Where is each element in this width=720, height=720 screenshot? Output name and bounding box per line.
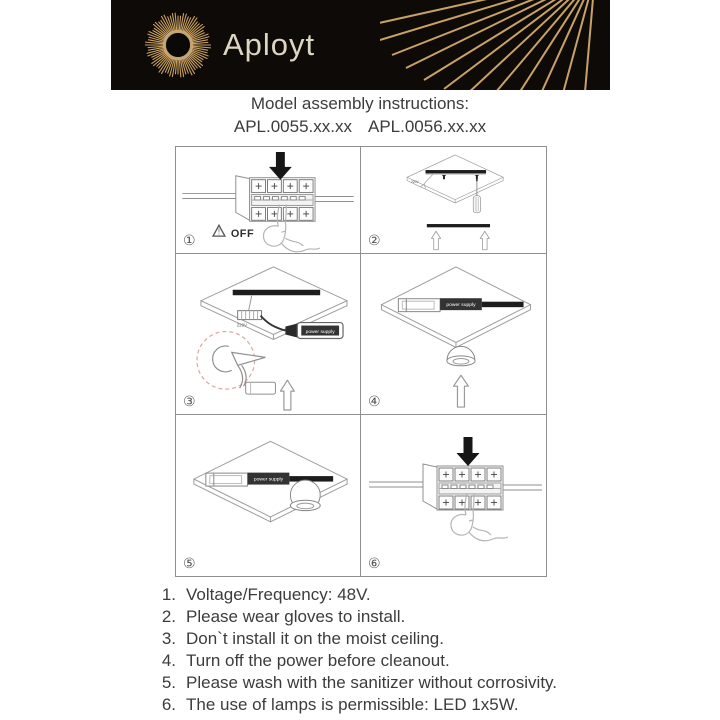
panel-step-6: [361, 415, 546, 576]
instruction-text: Don`t install it on the moist ceiling.: [186, 629, 444, 648]
panel-1-illustration: [176, 147, 360, 253]
voltage-label: 220V: [411, 180, 419, 185]
model-number-left: APL.0055.xx.xx: [233, 117, 352, 136]
panel-2-number: ②: [368, 233, 381, 249]
instruction-item: [150, 650, 620, 672]
panel-6-illustration: [361, 415, 546, 576]
instruction-number: 3.: [161, 629, 176, 648]
instruction-number: 1.: [161, 585, 176, 604]
panel-3-number: ③: [183, 394, 196, 410]
off-label: OFF: [230, 228, 255, 241]
power-supply-icon: [285, 323, 343, 339]
instruction-number: 2.: [161, 607, 176, 626]
power-supply-label: power supply: [253, 477, 284, 483]
panel-3-illustration: [176, 254, 360, 414]
up-arrow-icon: [431, 231, 440, 249]
lamp-icon: [447, 346, 475, 365]
panel-4-number: ④: [368, 394, 381, 410]
instruction-item: [150, 628, 620, 650]
up-arrow-icon: [280, 380, 294, 410]
mounting-bar-icon: [233, 290, 320, 295]
instruction-item: [150, 584, 620, 606]
panel-step-1: [176, 147, 361, 254]
instruction-text: Please wear gloves to install.: [186, 607, 406, 626]
mounting-bar-icon: [426, 170, 487, 173]
sunburst-logo-icon: [145, 12, 211, 78]
panel-step-3: [176, 254, 361, 415]
lamp-icon: [290, 480, 320, 511]
page-title: Model assembly instructions:: [250, 94, 470, 113]
track-bar-icon: [427, 224, 490, 227]
rays-decoration-icon: [380, 0, 610, 90]
up-arrow-icon: [480, 231, 489, 249]
panel-5-illustration: [176, 415, 360, 576]
brand-banner: [111, 0, 610, 90]
instruction-text: The use of lamps is permissible: LED 1x5W.: [186, 695, 519, 714]
model-numbers: [0, 117, 720, 137]
instructions-list: [150, 584, 620, 716]
ceiling-icon: [407, 155, 503, 200]
brand-name: Aployt: [223, 27, 316, 62]
instruction-item: [150, 606, 620, 628]
power-supply-label: power supply: [446, 303, 476, 309]
instruction-number: 6.: [161, 695, 176, 714]
power-supply-label: power supply: [305, 330, 335, 336]
press-down-arrow-icon: [269, 152, 292, 180]
instruction-item: [150, 694, 620, 716]
warning-exclamation: !: [217, 227, 221, 237]
voltage-label: 220V: [236, 322, 248, 328]
panel-5-number: ⑤: [183, 556, 196, 572]
panel-6-number: ⑥: [368, 556, 381, 572]
instruction-text: Turn off the power before cleanout.: [186, 651, 450, 670]
panel-2-illustration: [361, 147, 546, 253]
up-arrow-icon: [454, 375, 469, 407]
assembly-steps-grid: [175, 146, 547, 577]
panel-step-2: [361, 147, 546, 254]
instruction-text: Voltage/Frequency: 48V.: [186, 585, 371, 604]
instruction-item: [150, 672, 620, 694]
instruction-number: 5.: [161, 673, 176, 692]
instruction-number: 4.: [161, 651, 176, 670]
panel-1-number: ①: [183, 233, 196, 249]
model-number-right: APL.0056.xx.xx: [368, 117, 487, 136]
press-down-arrow-icon: [457, 437, 480, 466]
driver-box-icon: [246, 382, 276, 394]
panel-4-illustration: [361, 254, 546, 414]
panel-step-5: [176, 415, 361, 576]
power-off-warning: [213, 225, 254, 240]
instruction-text: Please wash with the sanitizer without corrosivity.: [186, 673, 558, 692]
panel-step-4: [361, 254, 546, 415]
